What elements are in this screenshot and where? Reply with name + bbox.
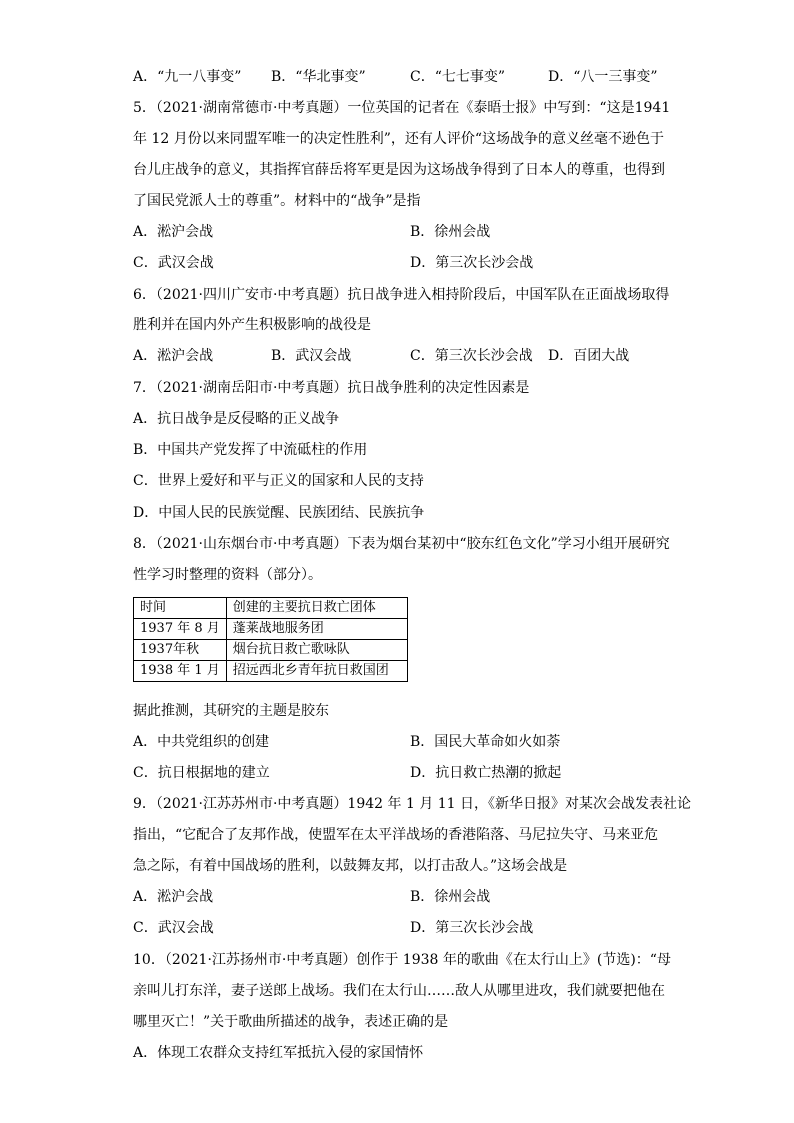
q8-table bbox=[133, 597, 408, 682]
q7-option-b: B．中国共产党发挥了中流砥柱的作用 bbox=[133, 442, 368, 458]
table-cell: 1937年秋 bbox=[134, 640, 227, 661]
q5-stem-line-3: 台儿庄战争的意义，其指挥官薛岳将军更是因为这场战争得到了日本人的尊重，也得到 bbox=[133, 162, 665, 178]
table-header-cell: 创建的主要抗日救亡团体 bbox=[226, 598, 407, 619]
table-cell: 招远西北乡青年抗日救国团 bbox=[226, 661, 407, 682]
q7-option-c: C．世界上爱好和平与正义的国家和人民的支持 bbox=[133, 473, 424, 489]
q9-stem-line-1: 9．（2021·江苏苏州市·中考真题）1942 年 1 月 11 日，《新华日报》对某次会战发表社论 bbox=[133, 796, 692, 812]
q6-option-c: C．第三次长沙会战 bbox=[410, 348, 533, 364]
q8-option-d: D．抗日救亡热潮的掀起 bbox=[410, 765, 562, 781]
table-header-cell: 时间 bbox=[134, 598, 227, 619]
table-row bbox=[134, 619, 408, 640]
q9-stem-line-3: 急之际，有着中国战场的胜利，以鼓舞友邦，以打击敌人。”这场会战是 bbox=[133, 858, 568, 874]
q9-option-d: D．第三次长沙会战 bbox=[410, 920, 534, 936]
q5-stem-line-1: 5．（2021·湖南常德市·中考真题）一位英国的记者在《泰晤士报》中写到：“这是1941 bbox=[133, 100, 671, 116]
table-cell: 1937 年 8 月 bbox=[134, 619, 227, 640]
q6-stem-line-2: 胜利并在国内外产生积极影响的战役是 bbox=[133, 317, 371, 333]
q9-stem-line-2: 指出，“它配合了友邦作战，使盟军在太平洋战场的香港陷落、马尼拉失守、马来亚危 bbox=[133, 827, 659, 843]
table-row bbox=[134, 640, 408, 661]
q7-stem-line-1: 7．（2021·湖南岳阳市·中考真题）抗日战争胜利的决定性因素是 bbox=[133, 380, 530, 396]
q10-stem-line-1: 10．（2021·江苏扬州市·中考真题）创作于 1938 年的歌曲《在太行山上》(节选)：“母 bbox=[133, 952, 671, 968]
q10-stem-line-3: 哪里灭亡！”关于歌曲所描述的战争，表述正确的是 bbox=[133, 1014, 449, 1030]
q4-option-c: C．“七七事变” bbox=[410, 69, 506, 85]
q5-option-a: A．淞沪会战 bbox=[133, 224, 214, 240]
q5-stem-line-4: 了国民党派人士的尊重”。材料中的“战争”是指 bbox=[133, 193, 421, 209]
q9-option-b: B．徐州会战 bbox=[410, 889, 491, 905]
q7-option-a: A．抗日战争是反侵略的正义战争 bbox=[133, 411, 340, 427]
q8-option-a: A．中共党组织的创建 bbox=[133, 734, 270, 750]
q8-stem-line-2: 性学习时整理的资料（部分）。 bbox=[133, 567, 322, 583]
q6-option-a: A．淞沪会战 bbox=[133, 348, 214, 364]
table-header-row bbox=[134, 598, 408, 619]
q6-option-b: B．武汉会战 bbox=[271, 348, 352, 364]
q5-stem-line-2: 年 12 月份以来同盟军唯一的决定性胜利”，还有人评价“这场战争的意义丝毫不逊色于 bbox=[133, 131, 665, 147]
table-row bbox=[134, 661, 408, 682]
q7-option-d: D．中国人民的民族觉醒、民族团结、民族抗争 bbox=[133, 505, 425, 521]
table-cell: 蓬莱战地服务团 bbox=[226, 619, 407, 640]
q4-option-b: B．“华北事变” bbox=[271, 69, 366, 85]
q5-option-d: D．第三次长沙会战 bbox=[410, 255, 534, 271]
q8-stem-line-1: 8．（2021·山东烟台市·中考真题）下表为烟台某初中“胶东红色文化”学习小组开展研究 bbox=[133, 536, 670, 552]
q10-stem-line-2: 亲叫儿打东洋，妻子送郎上战场。我们在太行山……敌人从哪里进攻，我们就要把他在 bbox=[133, 983, 665, 999]
q5-option-b: B．徐州会战 bbox=[410, 224, 491, 240]
q5-option-c: C．武汉会战 bbox=[133, 255, 214, 271]
q9-option-a: A．淞沪会战 bbox=[133, 889, 214, 905]
q6-option-d: D．百团大战 bbox=[548, 348, 630, 364]
q10-option-a: A．体现工农群众支持红军抵抗入侵的家国情怀 bbox=[133, 1045, 424, 1061]
q8-after-text: 据此推测，其研究的主题是胶东 bbox=[133, 703, 329, 719]
q8-option-c: C．抗日根据地的建立 bbox=[133, 765, 270, 781]
q4-option-a: A．“九一八事变” bbox=[133, 69, 242, 85]
q9-option-c: C．武汉会战 bbox=[133, 920, 214, 936]
q4-option-d: D．“八一三事变” bbox=[548, 69, 658, 85]
q6-stem-line-1: 6．（2021·四川广安市·中考真题）抗日战争进入相持阶段后，中国军队在正面战场取得 bbox=[133, 287, 670, 303]
q8-option-b: B．国民大革命如火如荼 bbox=[410, 734, 561, 750]
table-cell: 1938 年 1 月 bbox=[134, 661, 227, 682]
table-cell: 烟台抗日救亡歌咏队 bbox=[226, 640, 407, 661]
